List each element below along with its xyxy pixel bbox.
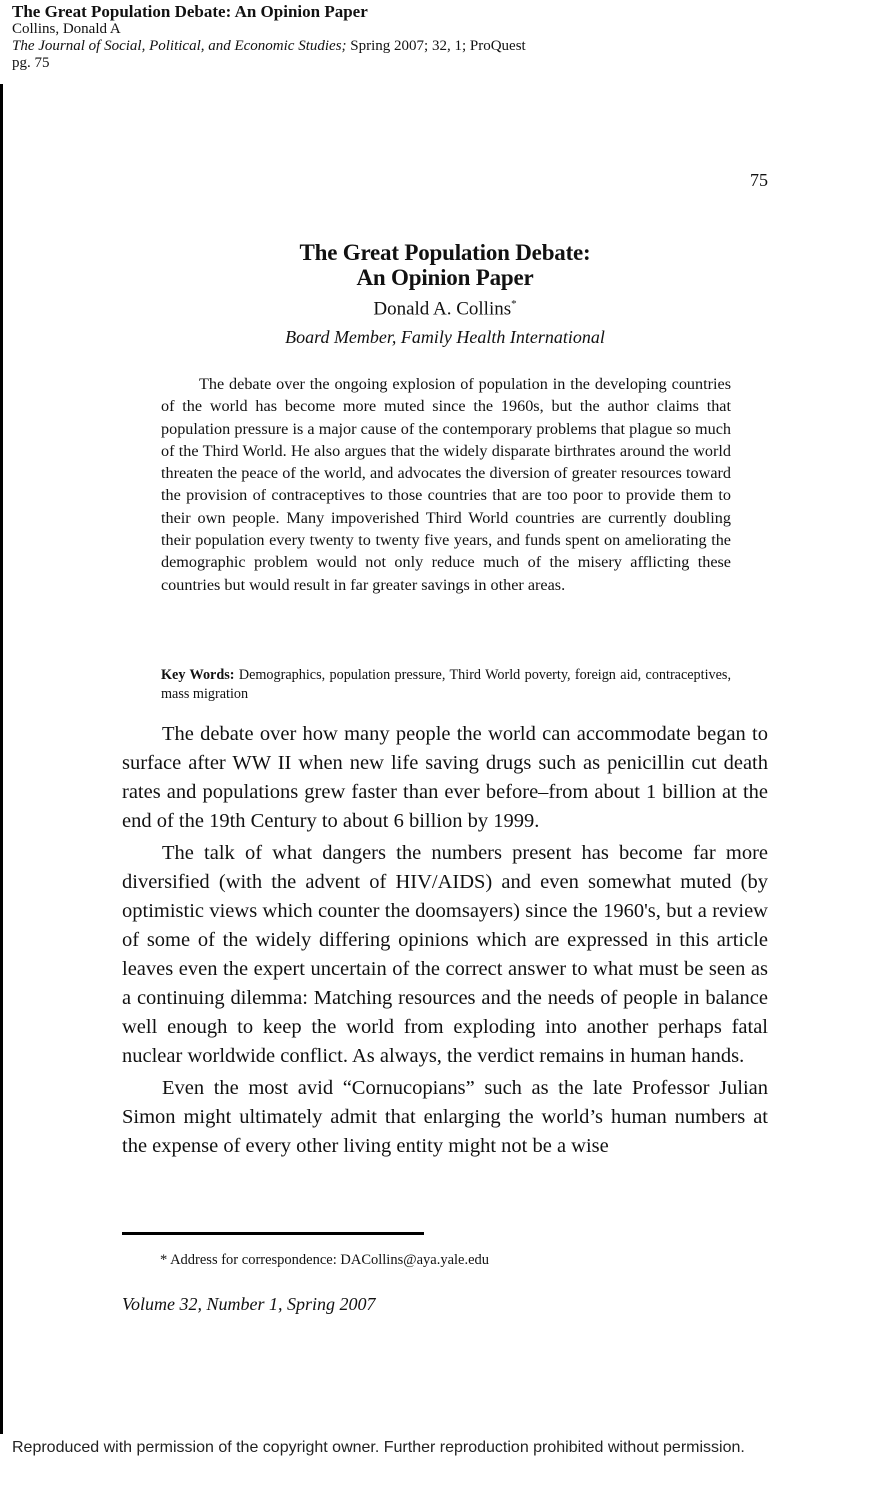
footnote-rule (122, 1232, 424, 1235)
keywords (161, 666, 731, 704)
keywords-label: Key Words: (161, 667, 235, 683)
author-text: Donald A. Collins (373, 298, 512, 320)
citation-issue: Spring 2007; 32, 1; ProQuest (346, 38, 526, 54)
page-number: 75 (750, 170, 768, 190)
citation-journal: The Journal of Social, Political, and Economic Studies; (12, 38, 347, 54)
permission-notice: Reproduced with permission of the copyright owner. Further reproduction prohibited without permission. (12, 1439, 745, 1456)
title-line-2: An Opinion Paper (356, 265, 534, 290)
body-paragraph: The debate over how many people the world can accommodate began to surface after WW II when new life saving drugs such as penicillin cut death rates and populations grew faster than ever before–from about 1 billion at the end of the 19th Century to about 6 billion by 1999. (122, 723, 768, 832)
body-paragraph: Even the most avid “Cornucopians” such as the late Professor Julian Simon might ultimately admit that enlarging the world’s human numbers at the expense of every other living entity might not be a wise (122, 1077, 768, 1157)
body-paragraph: The talk of what dangers the numbers present has become far more diversified (with the advent of HIV/AIDS) and even somewhat muted (by optimistic views which counter the doomsayers) since the 1960's, but a review of some of the widely differing opinions which are expressed in this article leaves even the expert uncertain of the correct answer to what must be seen as a continuing dilemma: Matching resources and the needs of people in balance well enough to keep the world from exploding into another perhaps fatal nuclear worldwide conflict. As always, the verdict remains in human hands. (122, 842, 768, 1067)
author-affiliation: Board Member, Family Health International (285, 327, 605, 348)
footnote: * Address for correspondence: DACollins@aya.yale.edu (160, 1252, 490, 1268)
article-header (180, 240, 710, 349)
citation-block (12, 3, 526, 72)
article-title (180, 240, 710, 290)
author-name (180, 292, 710, 321)
citation-source (12, 38, 526, 55)
author-footnote-mark: * (511, 298, 517, 310)
citation-author: Collins, Donald A (12, 21, 121, 37)
title-line-1: The Great Population Debate: (299, 240, 591, 265)
volume-footer: Volume 32, Number 1, Spring 2007 (122, 1294, 376, 1314)
citation-title: The Great Population Debate: An Opinion Paper (12, 2, 368, 21)
citation-page: pg. 75 (12, 55, 50, 71)
keywords-text: Demographics, population pressure, Third World poverty, foreign aid, contraceptives, mass migration (161, 667, 731, 702)
left-margin-rule (0, 84, 3, 1434)
article-body (122, 720, 768, 1164)
abstract: The debate over the ongoing explosion of population in the developing countries of the world has become more muted since the 1960s, but the author claims that population pressure is a major cause of the contemporary problems that plague so much of the Third World. He also argues that the widely disparate birthrates around the world threaten the peace of the world, and advocates the diversion of greater resources toward the provision of contraceptives to those countries that are too poor to provide them to their own people. Many impoverished Third World countries are currently doubling their population every twenty to twenty five years, and funds spent on ameliorating the demographic problem would not only reduce much of the misery afflicting these countries but would result in far greater savings in other areas. (161, 375, 731, 594)
